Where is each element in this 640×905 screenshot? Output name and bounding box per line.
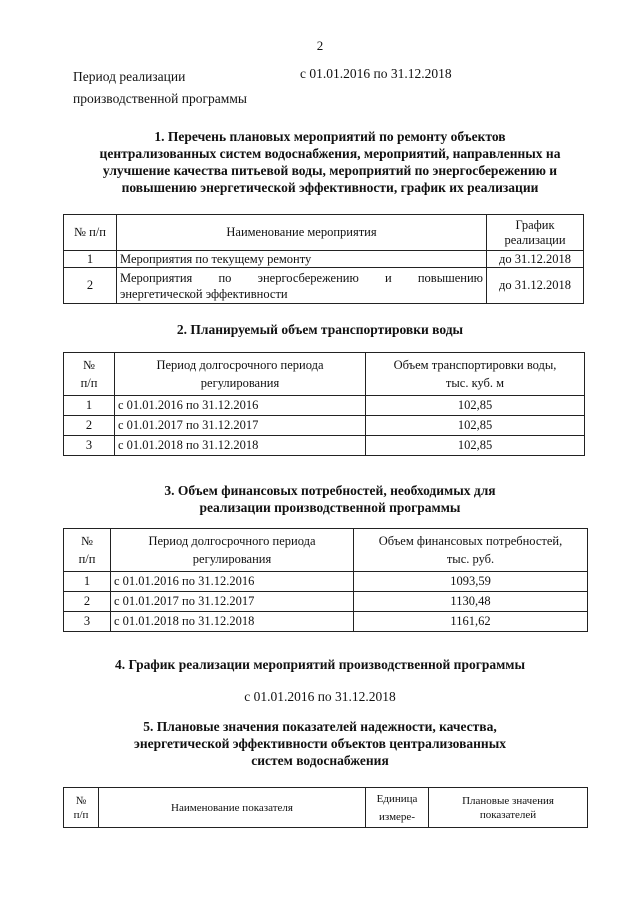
section5-title (20, 718, 620, 769)
section4-period: с 01.01.2016 по 31.12.2018 (244, 689, 396, 704)
header-volume-line2: тыс. куб. м (445, 376, 505, 390)
table-row (64, 268, 584, 304)
section3-title-line: 3. Объем финансовых потребностей, необходимых для (164, 483, 496, 498)
header-cell-number: № п/п (64, 215, 117, 251)
row-name: Мероприятия по текущему ремонту (117, 251, 487, 268)
row-value: 1161,62 (354, 612, 588, 632)
header-unit-line1: Единица (376, 792, 418, 805)
row-number: 1 (64, 251, 117, 268)
header-planned-line2: показателей (479, 808, 537, 821)
header-cell-number (64, 788, 99, 828)
section1-title-line: 1. Перечень плановых мероприятий по ремонту объектов (154, 129, 506, 144)
header-period-line1: Период долгосрочного периода (156, 358, 324, 372)
row-number: 1 (64, 396, 115, 416)
row-date: до 31.12.2018 (487, 268, 584, 304)
header-planned-line1: Плановые значения (462, 794, 554, 807)
header-number-line1: № (83, 358, 95, 372)
table-row (64, 251, 584, 268)
row-period: с 01.01.2018 по 31.12.2018 (111, 612, 354, 632)
header-finance-line1: Объем финансовых потребностей, (378, 534, 563, 548)
header-cell-period (115, 353, 366, 396)
section2-table (63, 352, 585, 456)
header-cell-period (111, 529, 354, 572)
period-label-line1: Период реализации (73, 69, 186, 84)
table-row (64, 592, 588, 612)
row-value: 102,85 (366, 436, 585, 456)
row-value: 102,85 (366, 396, 585, 416)
row-period: с 01.01.2017 по 31.12.2017 (111, 592, 354, 612)
row-period: с 01.01.2018 по 31.12.2018 (115, 436, 366, 456)
section2-title: 2. Планируемый объем транспортировки воды (176, 322, 464, 337)
row-number: 3 (64, 612, 111, 632)
row-period: с 01.01.2017 по 31.12.2017 (115, 416, 366, 436)
section1-table (63, 214, 584, 304)
row-number: 2 (64, 592, 111, 612)
header-schedule-line2: реализации (504, 232, 566, 247)
header-cell-name: Наименование мероприятия (117, 215, 487, 251)
header-cell-finance (354, 529, 588, 572)
header-number-line2: п/п (78, 552, 96, 566)
table-row (64, 436, 585, 456)
table-header-row (64, 788, 588, 828)
header-cell-volume (366, 353, 585, 396)
section1-title-line: централизованных систем водоснабжения, мероприятий, направленных на (99, 146, 561, 161)
period-label-line2: производственной программы (73, 91, 247, 106)
header-cell-number (64, 353, 115, 396)
row-number: 1 (64, 572, 111, 592)
section3-title (40, 482, 620, 516)
header-cell-number (64, 529, 111, 572)
section5-title-line: систем водоснабжения (251, 753, 389, 768)
section5-table (63, 787, 588, 828)
row-name-line2: энергетической эффективности (120, 286, 288, 301)
row-period: с 01.01.2016 по 31.12.2016 (115, 396, 366, 416)
header-number-line1: № (75, 794, 87, 807)
section1-title-line: улучшение качества питьевой воды, мероприятий по энергосбережению и (102, 163, 558, 178)
section1-title-line: повышению энергетической эффективности, график их реализации (121, 180, 539, 195)
header-cell-unit (366, 788, 429, 828)
section5-title-line: 5. Плановые значения показателей надежности, качества, (143, 719, 497, 734)
section3-title-line: реализации производственной программы (199, 500, 461, 515)
row-name-line1: Мероприятия по энергосбережению и повышению (120, 270, 483, 285)
table-header-row (64, 353, 585, 396)
table-header-row (64, 215, 584, 251)
row-number: 2 (64, 268, 117, 304)
header-cell-indicator: Наименование показателя (99, 788, 366, 828)
section3-table (63, 528, 588, 632)
header-period-line2: регулирования (192, 552, 272, 566)
header-period-line2: регулирования (200, 376, 280, 390)
section5-title-line: энергетической эффективности объектов централизованных (133, 736, 506, 751)
header-schedule-line1: График (515, 217, 555, 232)
header-cell-planned (429, 788, 588, 828)
header-finance-line2: тыс. руб. (446, 552, 495, 566)
row-date: до 31.12.2018 (487, 251, 584, 268)
header-number-line2: п/п (80, 376, 98, 390)
row-period: с 01.01.2016 по 31.12.2016 (111, 572, 354, 592)
row-value: 1130,48 (354, 592, 588, 612)
table-row (64, 572, 588, 592)
table-row (64, 612, 588, 632)
period-label (73, 66, 247, 110)
header-unit-line2: измере- (379, 810, 415, 823)
table-row (64, 396, 585, 416)
section1-title (40, 128, 620, 196)
header-number-line1: № (81, 534, 93, 548)
row-value: 102,85 (366, 416, 585, 436)
row-value: 1093,59 (354, 572, 588, 592)
header-period-line1: Период долгосрочного периода (148, 534, 316, 548)
section4-title: 4. График реализации мероприятий производственной программы (114, 657, 526, 672)
header-volume-line1: Объем транспортировки воды, (393, 358, 557, 372)
table-row (64, 416, 585, 436)
period-value: с 01.01.2016 по 31.12.2018 (300, 66, 452, 81)
row-number: 2 (64, 416, 115, 436)
page-number: 2 (316, 38, 324, 53)
table-header-row (64, 529, 588, 572)
row-number: 3 (64, 436, 115, 456)
row-name (117, 268, 487, 304)
header-number-line2: п/п (73, 808, 89, 821)
header-cell-schedule (487, 215, 584, 251)
